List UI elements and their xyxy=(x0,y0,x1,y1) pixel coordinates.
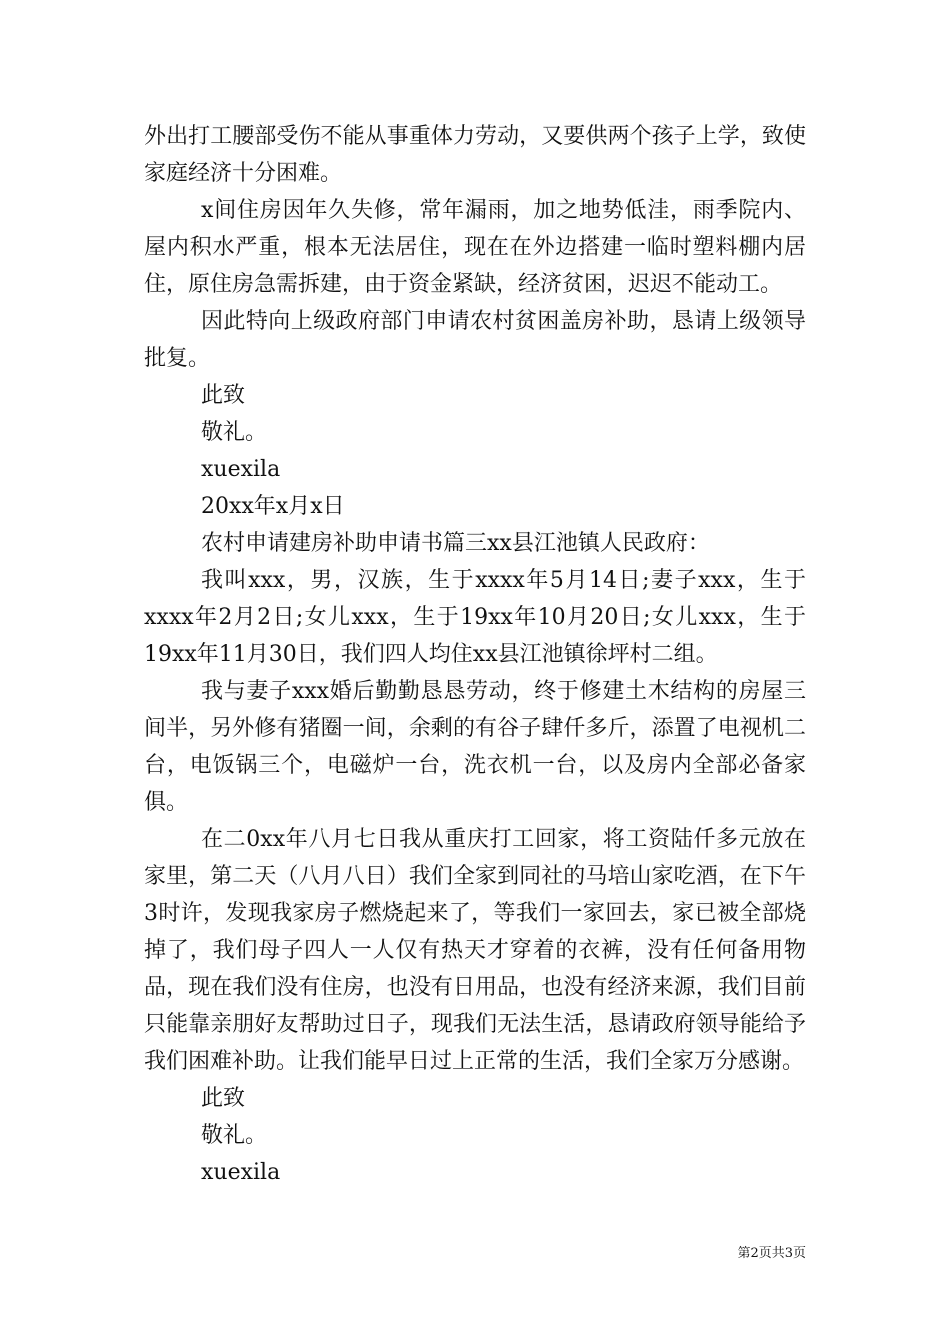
section-heading: 农村申请建房补助申请书篇三xx县江池镇人民政府： xyxy=(201,531,710,556)
paragraph-fire-incident: 在二0xx年八月七日我从重庆打工回家，将工资陆仟多元放在家里，第二天（八月八日）我们全家到同社的马培山家吃酒，在下午3时许，发现我家房子燃烧起来了，等我们一家回去，家已被全部烧掉了，我们母子四人一人仅有热天才穿着的衣裤，没有任何备用物品，现在我们没有住房，也没有日用品，也没有经济来源，我们目前只能靠亲朋好友帮助过日子，现我们无法生活，恳请政府领导能给予我们困难补助。让我们能早日过上正常的生活，我们全家万分感谢。 xyxy=(144,827,806,1074)
paragraph-request: 因此特向上级政府部门申请农村贫困盖房补助，恳请上级领导批复。 xyxy=(144,309,806,371)
signature: xuexila xyxy=(201,457,281,482)
date-line: 20xx年x月x日 xyxy=(201,494,345,519)
paragraph-continuation: 外出打工腰部受伤不能从事重体力劳动，又要供两个孩子上学，致使家庭经济十分困难。 xyxy=(144,124,806,186)
closing-regards: 敬礼。 xyxy=(201,420,268,445)
signature-2: xuexila xyxy=(201,1160,281,1185)
paragraph-housing-condition: x间住房因年久失修，常年漏雨，加之地势低洼，雨季院内、屋内积水严重，根本无法居住，现在在外边搭建一临时塑料棚内居住，原住房急需拆建，由于资金紧缺，经济贫困，迟迟不能动工。 xyxy=(144,198,806,297)
paragraph-family-info: 我叫xxx，男，汉族，生于xxxx年5月14日;妻子xxx，生于xxxx年2月2日;女儿xxx，生于19xx年10月20日;女儿xxx，生于19xx年11月30日，我们四人均住xx县江池镇徐坪村二组。 xyxy=(144,568,806,667)
paragraph-property: 我与妻子xxx婚后勤勤恳恳劳动，终于修建土木结构的房屋三间半，另外修有猪圈一间，余剩的有谷子肆仟多斤，添置了电视机二台，电饭锅三个，电磁炉一台，洗衣机一台，以及房内全部必备家俱。 xyxy=(144,679,806,815)
closing-salutation: 此致 xyxy=(201,383,246,408)
closing-salutation-2: 此致 xyxy=(201,1086,246,1111)
document-body xyxy=(144,118,806,1191)
page-number: 第2页共3页 xyxy=(737,1246,806,1261)
closing-regards-2: 敬礼。 xyxy=(201,1123,268,1148)
